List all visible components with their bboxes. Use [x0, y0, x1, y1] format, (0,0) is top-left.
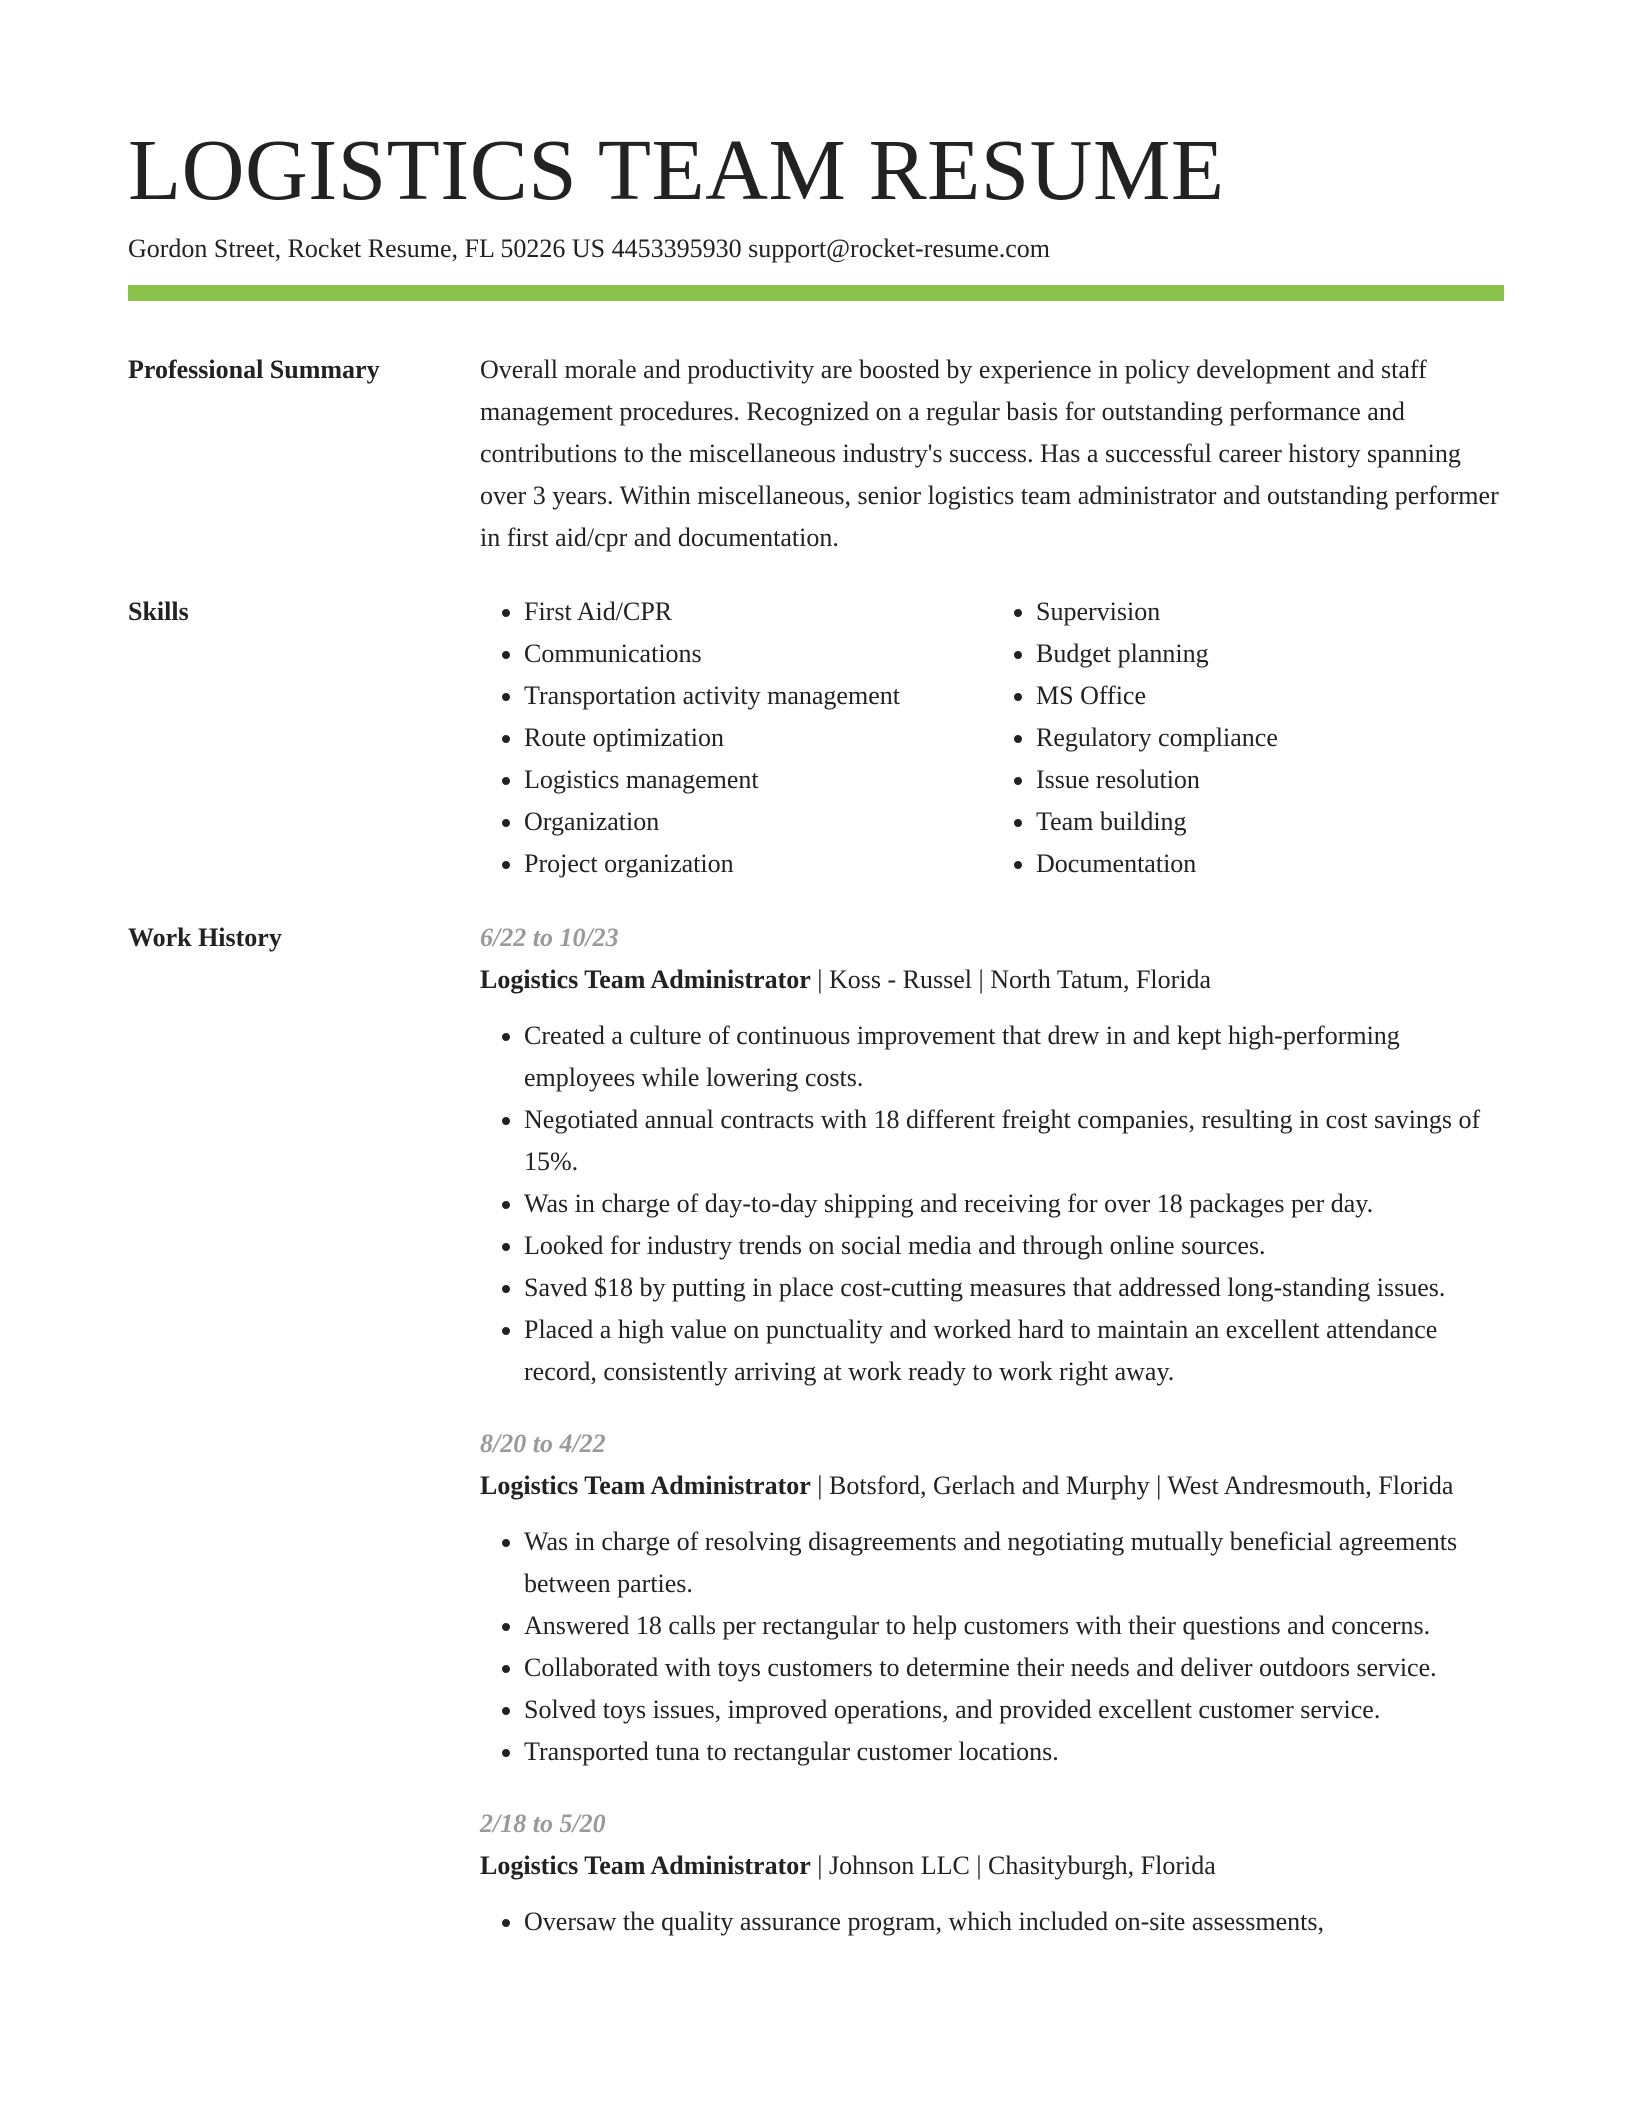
job-bullet: • Answered 18 calls per rectangular to help customers with their questions and concerns.	[524, 1605, 1504, 1647]
skill-item: • MS Office	[1036, 675, 1496, 717]
skill-item: • Documentation	[1036, 843, 1496, 885]
job-bullets	[480, 1901, 1504, 1943]
job-heading	[480, 1465, 1504, 1507]
skill-item: • Logistics management	[524, 759, 984, 801]
skill-item: • Supervision	[1036, 591, 1496, 633]
skill-item: • Communications	[524, 633, 984, 675]
skills-label: Skills	[128, 597, 189, 626]
job-dates: 6/22 to 10/23	[480, 923, 619, 952]
job-bullet: • Solved toys issues, improved operations, and provided excellent customer service.	[524, 1689, 1504, 1731]
skills-column-1	[480, 591, 984, 885]
job-bullet: • Was in charge of resolving disagreements and negotiating mutually beneficial agreements between parties.	[524, 1521, 1504, 1605]
skill-item: • Route optimization	[524, 717, 984, 759]
job-bullet: • Collaborated with toys customers to determine their needs and deliver outdoors service.	[524, 1647, 1504, 1689]
job-dates: 8/20 to 4/22	[480, 1429, 606, 1458]
skill-item: • Project organization	[524, 843, 984, 885]
skill-item: • First Aid/CPR	[524, 591, 984, 633]
job-bullet: • Saved $18 by putting in place cost-cutting measures that addressed long-standing issues.	[524, 1267, 1504, 1309]
summary-body	[480, 349, 1504, 559]
summary-text: Overall morale and productivity are boosted by experience in policy development and staff management procedures. Recognized on a regular basis for outstanding performance and contributions to the miscellaneous industry's success. Has a successful career history spanning over 3 years. Within miscellaneous, senior logistics team administrator and outstanding performer in first aid/cpr and documentation.	[480, 355, 1499, 552]
skill-item: • Issue resolution	[1036, 759, 1496, 801]
job-entry	[480, 1423, 1504, 1773]
skills-column-2	[984, 591, 1496, 885]
job-heading	[480, 959, 1504, 1001]
job-title: Logistics Team Administrator	[480, 1471, 811, 1500]
job-bullet: • Transported tuna to rectangular customer locations.	[524, 1731, 1504, 1773]
job-bullet: • Placed a high value on punctuality and worked hard to maintain an excellent attendance record, consistently arriving at work ready to work right away.	[524, 1309, 1504, 1393]
skill-item: • Organization	[524, 801, 984, 843]
job-details: | Koss - Russel | North Tatum, Florida	[810, 965, 1212, 994]
job-title: Logistics Team Administrator	[480, 1851, 811, 1880]
skill-item: • Transportation activity management	[524, 675, 984, 717]
work-history-label: Work History	[128, 923, 282, 952]
job-bullets	[480, 1521, 1504, 1773]
job-details: | Johnson LLC | Chasityburgh, Florida	[810, 1851, 1216, 1880]
job-details: | Botsford, Gerlach and Murphy | West Andresmouth, Florida	[810, 1471, 1454, 1500]
contact-line: Gordon Street, Rocket Resume, FL 50226 US 4453395930 support@rocket-resume.com	[128, 234, 1051, 263]
skill-item: • Team building	[1036, 801, 1496, 843]
skills-columns	[480, 591, 1504, 885]
job-bullet: • Negotiated annual contracts with 18 different freight companies, resulting in cost savings of 15%.	[524, 1099, 1504, 1183]
work-history-body	[480, 917, 1504, 1973]
job-bullets	[480, 1015, 1504, 1393]
job-title: Logistics Team Administrator	[480, 965, 811, 994]
skills-body	[480, 591, 1504, 885]
job-dates: 2/18 to 5/20	[480, 1809, 606, 1838]
header-divider	[128, 285, 1504, 301]
job-entry	[480, 1803, 1504, 1943]
job-bullet: • Created a culture of continuous improvement that drew in and kept high-performing employees while lowering costs.	[524, 1015, 1504, 1099]
skill-item: • Budget planning	[1036, 633, 1496, 675]
skill-item: • Regulatory compliance	[1036, 717, 1496, 759]
job-bullet: • Oversaw the quality assurance program, which included on-site assessments,	[524, 1901, 1504, 1943]
job-heading	[480, 1845, 1504, 1887]
resume-title: LOGISTICS TEAM RESUME	[128, 121, 1225, 218]
job-bullet: • Looked for industry trends on social media and through online sources.	[524, 1225, 1504, 1267]
job-bullet: • Was in charge of day-to-day shipping and receiving for over 18 packages per day.	[524, 1183, 1504, 1225]
summary-label: Professional Summary	[128, 355, 380, 384]
job-entry	[480, 917, 1504, 1393]
